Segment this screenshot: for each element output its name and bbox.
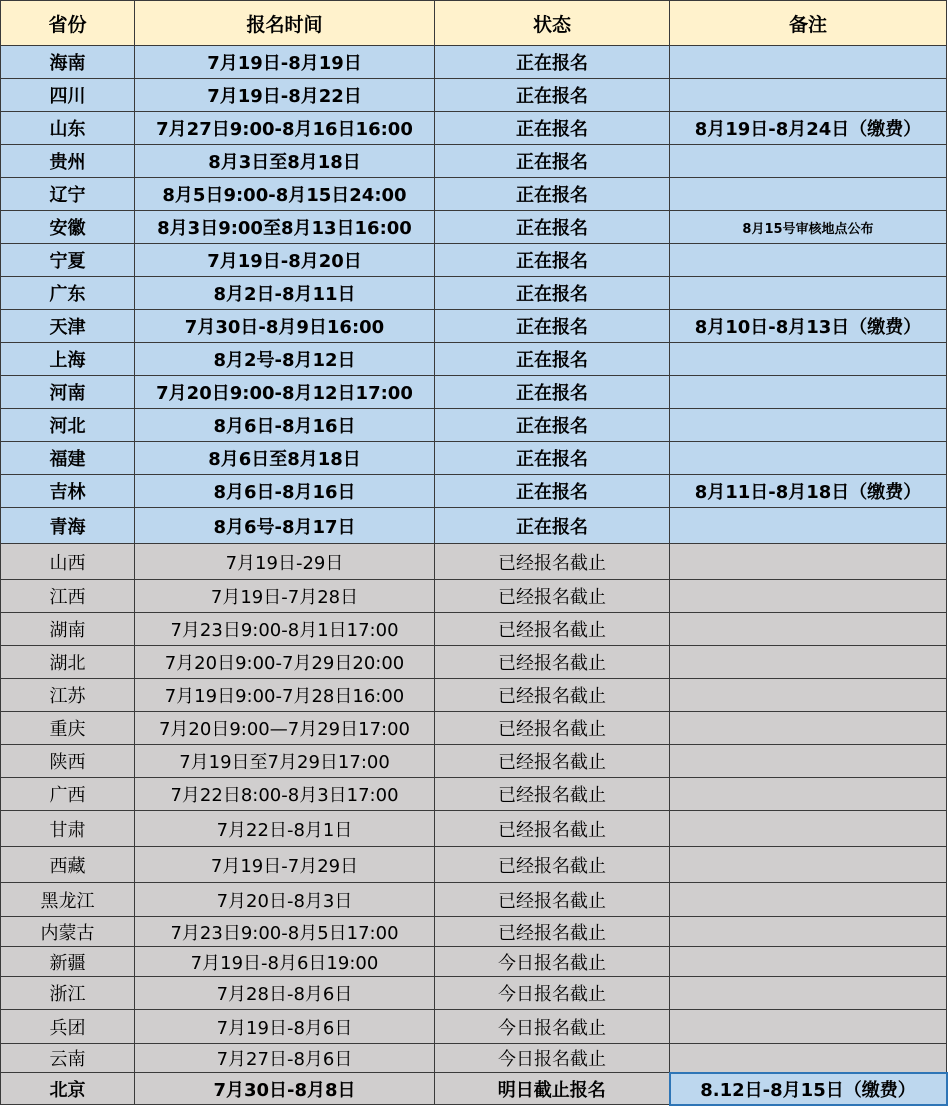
province-cell: 北京 [1, 1073, 135, 1105]
time-cell: 7月22日8:00-8月3日17:00 [135, 778, 435, 811]
status-cell: 正在报名 [435, 46, 670, 79]
table-row [1, 947, 947, 977]
note-cell: 8.12日-8月15日（缴费） [670, 1073, 947, 1105]
note-cell [670, 947, 947, 977]
time-cell: 7月19日-7月29日 [135, 847, 435, 883]
province-cell: 云南 [1, 1044, 135, 1073]
table-row [1, 679, 947, 712]
status-cell: 今日报名截止 [435, 1044, 670, 1073]
province-cell: 河北 [1, 409, 135, 442]
note-cell [670, 679, 947, 712]
status-cell: 今日报名截止 [435, 977, 670, 1010]
status-cell: 已经报名截止 [435, 580, 670, 613]
table-row [1, 79, 947, 112]
status-cell: 正在报名 [435, 211, 670, 244]
status-cell: 已经报名截止 [435, 613, 670, 646]
note-cell: 8月19日-8月24日（缴费） [670, 112, 947, 145]
table-row [1, 145, 947, 178]
time-cell: 7月19日-8月22日 [135, 79, 435, 112]
table-row [1, 343, 947, 376]
time-cell: 7月19日至7月29日17:00 [135, 745, 435, 778]
note-cell: 8月11日-8月18日（缴费） [670, 475, 947, 508]
status-cell: 正在报名 [435, 343, 670, 376]
status-cell: 正在报名 [435, 277, 670, 310]
header-time: 报名时间 [135, 1, 435, 46]
time-cell: 8月6日-8月16日 [135, 475, 435, 508]
status-cell: 已经报名截止 [435, 745, 670, 778]
table-row [1, 883, 947, 917]
province-cell: 重庆 [1, 712, 135, 745]
note-cell [670, 917, 947, 947]
province-cell: 海南 [1, 46, 135, 79]
status-cell: 正在报名 [435, 112, 670, 145]
province-cell: 黑龙江 [1, 883, 135, 917]
note-cell [670, 847, 947, 883]
province-cell: 河南 [1, 376, 135, 409]
time-cell: 7月20日-8月3日 [135, 883, 435, 917]
status-cell: 已经报名截止 [435, 883, 670, 917]
time-cell: 7月20日9:00-8月12日17:00 [135, 376, 435, 409]
status-cell: 正在报名 [435, 244, 670, 277]
note-cell [670, 46, 947, 79]
time-cell: 7月27日9:00-8月16日16:00 [135, 112, 435, 145]
table-row [1, 475, 947, 508]
status-cell: 已经报名截止 [435, 847, 670, 883]
time-cell: 7月19日-8月6日19:00 [135, 947, 435, 977]
table-row [1, 544, 947, 580]
note-cell [670, 712, 947, 745]
note-cell: 8月10日-8月13日（缴费） [670, 310, 947, 343]
province-cell: 江西 [1, 580, 135, 613]
status-cell: 已经报名截止 [435, 544, 670, 580]
header-note: 备注 [670, 1, 947, 46]
table-row [1, 442, 947, 475]
time-cell: 7月30日-8月8日 [135, 1073, 435, 1105]
province-cell: 福建 [1, 442, 135, 475]
province-cell: 宁夏 [1, 244, 135, 277]
time-cell: 7月19日9:00-7月28日16:00 [135, 679, 435, 712]
province-cell: 上海 [1, 343, 135, 376]
note-cell [670, 646, 947, 679]
note-cell [670, 778, 947, 811]
province-cell: 西藏 [1, 847, 135, 883]
time-cell: 8月5日9:00-8月15日24:00 [135, 178, 435, 211]
province-cell: 山东 [1, 112, 135, 145]
province-cell: 广东 [1, 277, 135, 310]
header-province: 省份 [1, 1, 135, 46]
table-row [1, 244, 947, 277]
status-cell: 正在报名 [435, 409, 670, 442]
table-row [1, 580, 947, 613]
time-cell: 7月30日-8月9日16:00 [135, 310, 435, 343]
status-cell: 已经报名截止 [435, 646, 670, 679]
province-cell: 山西 [1, 544, 135, 580]
province-cell: 贵州 [1, 145, 135, 178]
status-cell: 今日报名截止 [435, 947, 670, 977]
note-cell [670, 277, 947, 310]
province-cell: 吉林 [1, 475, 135, 508]
table-row [1, 112, 947, 145]
time-cell: 8月2号-8月12日 [135, 343, 435, 376]
note-cell [670, 883, 947, 917]
time-cell: 8月3日至8月18日 [135, 145, 435, 178]
status-cell: 正在报名 [435, 376, 670, 409]
table-row [1, 1073, 947, 1105]
province-cell: 兵团 [1, 1010, 135, 1044]
province-cell: 四川 [1, 79, 135, 112]
table-row [1, 1010, 947, 1044]
status-cell: 已经报名截止 [435, 712, 670, 745]
note-cell [670, 745, 947, 778]
time-cell: 7月20日9:00-7月29日20:00 [135, 646, 435, 679]
note-cell [670, 409, 947, 442]
time-cell: 8月6号-8月17日 [135, 508, 435, 544]
status-cell: 正在报名 [435, 508, 670, 544]
province-cell: 新疆 [1, 947, 135, 977]
status-cell: 正在报名 [435, 79, 670, 112]
time-cell: 7月22日-8月1日 [135, 811, 435, 847]
table-row [1, 211, 947, 244]
province-cell: 浙江 [1, 977, 135, 1010]
table-row [1, 409, 947, 442]
time-cell: 8月3日9:00至8月13日16:00 [135, 211, 435, 244]
status-cell: 已经报名截止 [435, 917, 670, 947]
table-row [1, 508, 947, 544]
time-cell: 7月28日-8月6日 [135, 977, 435, 1010]
table-row [1, 46, 947, 79]
status-cell: 已经报名截止 [435, 811, 670, 847]
province-cell: 广西 [1, 778, 135, 811]
province-cell: 湖北 [1, 646, 135, 679]
table-row [1, 811, 947, 847]
note-cell [670, 1044, 947, 1073]
table-row [1, 646, 947, 679]
province-cell: 江苏 [1, 679, 135, 712]
note-cell [670, 376, 947, 409]
time-cell: 8月6日-8月16日 [135, 409, 435, 442]
note-cell [670, 1010, 947, 1044]
time-cell: 7月23日9:00-8月5日17:00 [135, 917, 435, 947]
status-cell: 已经报名截止 [435, 778, 670, 811]
table-row [1, 847, 947, 883]
table-row [1, 613, 947, 646]
status-cell: 已经报名截止 [435, 679, 670, 712]
table-row [1, 178, 947, 211]
province-cell: 天津 [1, 310, 135, 343]
status-cell: 正在报名 [435, 145, 670, 178]
note-cell [670, 508, 947, 544]
table-header-row [1, 1, 947, 46]
note-cell [670, 613, 947, 646]
header-status: 状态 [435, 1, 670, 46]
status-cell: 正在报名 [435, 178, 670, 211]
note-cell [670, 343, 947, 376]
table-row [1, 917, 947, 947]
status-cell: 今日报名截止 [435, 1010, 670, 1044]
status-cell: 明日截止报名 [435, 1073, 670, 1105]
note-cell [670, 244, 947, 277]
time-cell: 7月23日9:00-8月1日17:00 [135, 613, 435, 646]
table-row [1, 376, 947, 409]
time-cell: 7月27日-8月6日 [135, 1044, 435, 1073]
table-row [1, 712, 947, 745]
time-cell: 7月19日-7月28日 [135, 580, 435, 613]
note-cell [670, 442, 947, 475]
note-cell [670, 580, 947, 613]
table-row [1, 745, 947, 778]
note-cell: 8月15号审核地点公布 [670, 211, 947, 244]
note-cell [670, 977, 947, 1010]
note-cell [670, 544, 947, 580]
note-cell [670, 145, 947, 178]
time-cell: 7月20日9:00—7月29日17:00 [135, 712, 435, 745]
time-cell: 7月19日-29日 [135, 544, 435, 580]
time-cell: 7月19日-8月6日 [135, 1010, 435, 1044]
note-cell [670, 178, 947, 211]
table-row [1, 310, 947, 343]
table-row [1, 778, 947, 811]
province-cell: 辽宁 [1, 178, 135, 211]
table-row [1, 977, 947, 1010]
time-cell: 8月2日-8月11日 [135, 277, 435, 310]
province-cell: 湖南 [1, 613, 135, 646]
time-cell: 7月19日-8月19日 [135, 46, 435, 79]
province-cell: 内蒙古 [1, 917, 135, 947]
time-cell: 8月6日至8月18日 [135, 442, 435, 475]
table-body [1, 46, 947, 1105]
table-row [1, 277, 947, 310]
note-cell [670, 811, 947, 847]
province-cell: 陕西 [1, 745, 135, 778]
province-cell: 青海 [1, 508, 135, 544]
status-cell: 正在报名 [435, 442, 670, 475]
province-cell: 甘肃 [1, 811, 135, 847]
province-cell: 安徽 [1, 211, 135, 244]
time-cell: 7月19日-8月20日 [135, 244, 435, 277]
status-cell: 正在报名 [435, 310, 670, 343]
table-row [1, 1044, 947, 1073]
status-cell: 正在报名 [435, 475, 670, 508]
note-cell [670, 79, 947, 112]
